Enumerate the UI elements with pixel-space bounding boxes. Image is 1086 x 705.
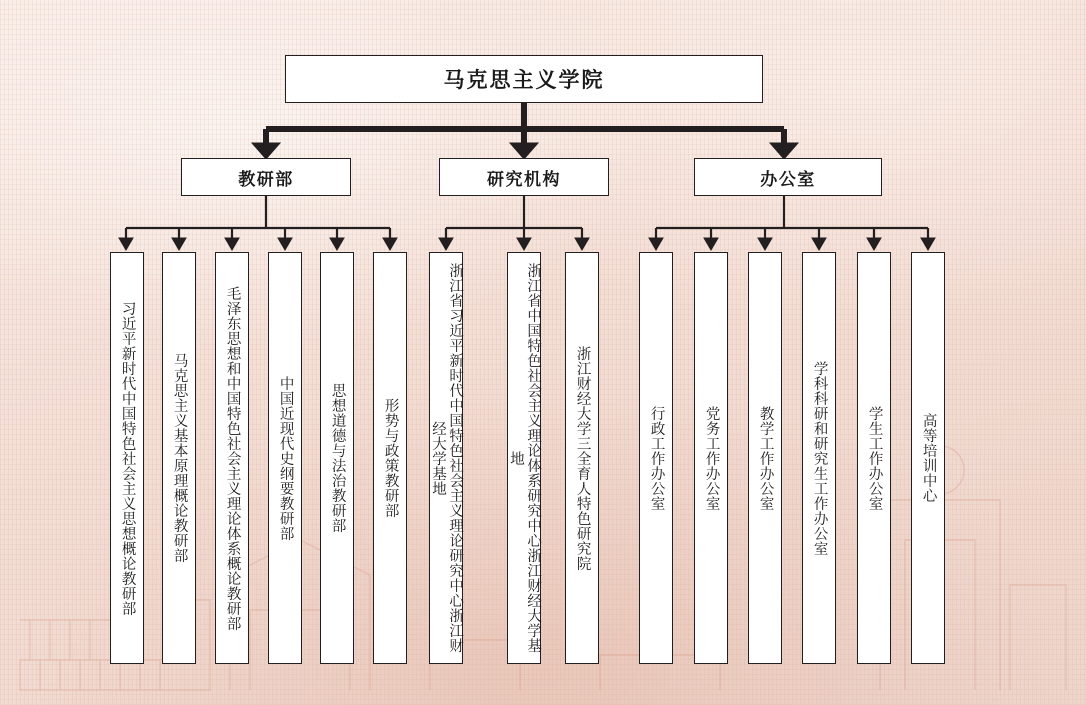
node-label: 教研部 <box>238 169 294 189</box>
node-leaf-teaching-6[interactable] <box>373 252 407 664</box>
node-root[interactable] <box>285 55 763 103</box>
node-label: 毛泽东思想和中国特色社会主义理论体系概论教研部 <box>224 285 241 631</box>
node-leaf-office-4[interactable] <box>802 252 836 664</box>
node-label: 中国近现代史纲要教研部 <box>277 375 294 541</box>
node-label: 习近平新时代中国特色社会主义思想概论教研部 <box>119 300 136 616</box>
node-label: 研究机构 <box>487 169 561 189</box>
node-label: 行政工作办公室 <box>648 405 665 511</box>
node-label: 形势与政策教研部 <box>382 398 399 518</box>
node-leaf-teaching-3[interactable] <box>215 252 249 664</box>
node-label: 办公室 <box>760 169 816 189</box>
node-leaf-teaching-2[interactable] <box>162 252 196 664</box>
node-leaf-office-2[interactable] <box>694 252 728 664</box>
node-leaf-teaching-4[interactable] <box>268 252 302 664</box>
node-leaf-office-6[interactable] <box>911 252 945 664</box>
node-branch-teaching[interactable] <box>181 158 351 196</box>
node-label: 党务工作办公室 <box>703 405 720 511</box>
node-leaf-teaching-5[interactable] <box>320 252 354 664</box>
node-leaf-research-2[interactable] <box>507 252 541 664</box>
node-leaf-office-5[interactable] <box>857 252 891 664</box>
node-branch-office[interactable] <box>694 158 882 196</box>
node-label: 浙江财经大学三全育人特色研究院 <box>574 345 591 571</box>
node-leaf-research-3[interactable] <box>565 252 599 664</box>
node-label: 思想道德与法治教研部 <box>329 383 346 533</box>
node-leaf-teaching-1[interactable] <box>110 252 144 664</box>
node-label: 学生工作办公室 <box>866 405 883 511</box>
node-label: 马克思主义基本原理概论教研部 <box>171 353 188 563</box>
node-label: 浙江省习近平新时代中国特色社会主义理论研究中心浙江财经大学基地 <box>430 263 464 653</box>
node-label: 浙江省中国特色社会主义理论体系研究中心浙江财经大学基地 <box>508 263 542 653</box>
node-branch-research[interactable] <box>439 158 609 196</box>
node-label: 高等培训中心 <box>920 413 937 503</box>
node-label: 学科科研和研究生工作办公室 <box>811 360 828 556</box>
node-leaf-office-1[interactable] <box>639 252 673 664</box>
node-leaf-research-1[interactable] <box>429 252 463 664</box>
node-label: 马克思主义学院 <box>443 69 605 92</box>
node-label: 教学工作办公室 <box>757 405 774 511</box>
node-leaf-office-3[interactable] <box>748 252 782 664</box>
